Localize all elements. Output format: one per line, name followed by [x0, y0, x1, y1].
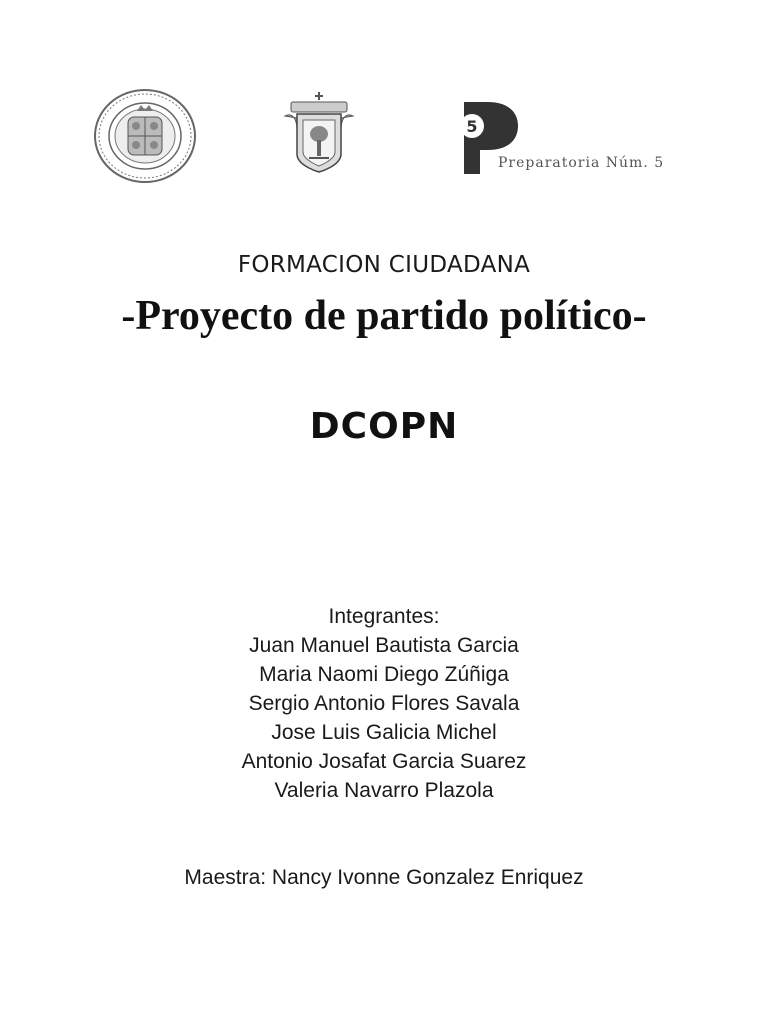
member-name: Juan Manuel Bautista Garcia: [249, 634, 519, 657]
project-title: -Proyecto de partido político-: [121, 293, 647, 339]
member-name: Jose Luis Galicia Michel: [271, 721, 497, 744]
coat-of-arms-icon: [283, 90, 355, 174]
member-name: Antonio Josafat Garcia Suarez: [241, 750, 527, 773]
seal-icon: [92, 87, 198, 185]
university-seal-logo: [92, 87, 198, 185]
members-list: [0, 602, 768, 805]
subject-heading: FORMACION CIUDADANA: [237, 252, 531, 278]
preparatoria-logo: [458, 98, 680, 178]
udg-coat-of-arms-logo: [283, 90, 355, 174]
member-name: Sergio Antonio Flores Savala: [248, 692, 520, 715]
member-name: Valeria Navarro Plazola: [274, 779, 494, 802]
teacher-line: Maestra: Nancy Ivonne Gonzalez Enriquez: [184, 866, 584, 889]
party-name: DCOPN: [309, 406, 459, 447]
prepa-logo-text: Preparatoria Núm. 5: [498, 155, 665, 171]
members-heading: Integrantes:: [328, 605, 440, 628]
member-name: Maria Naomi Diego Zúñiga: [259, 663, 509, 686]
svg-text:5: 5: [466, 117, 478, 136]
